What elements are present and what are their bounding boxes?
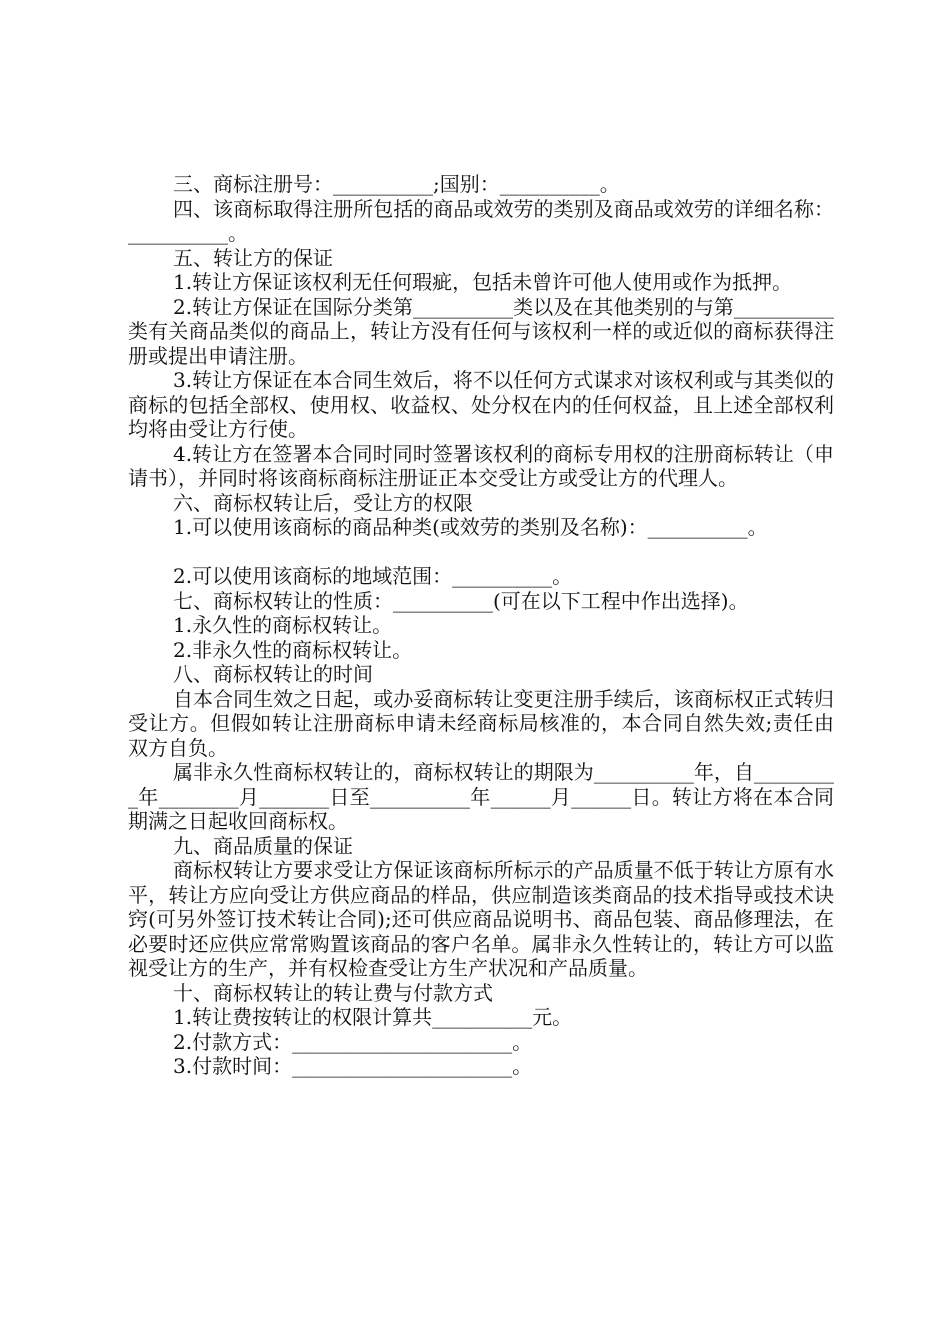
blank-line	[128, 540, 834, 565]
section-heading-8: 八、商标权转让的时间	[173, 662, 373, 686]
clause-6-2: 2.可以使用该商标的地域范围：__________。	[173, 564, 573, 588]
clause-5-4: 4.转让方在签署本合同时同时签署该权利的商标专用权的注册商标转让（申请书），并同时将该商标商标注册证正本交受让方或受让方的代理人。	[128, 441, 834, 490]
clause-5-3: 3.转让方保证在本合同生效后，将不以任何方式谋求对该权利或与其类似的商标的包括全部权、使用权、收益权、处分权在内的任何权益，且上述全部权利均将由受让方行使。	[128, 368, 834, 441]
clause-8-body: 自本合同生效之日起，或办妥商标转让变更注册手续后，该商标权正式转归受让方。但假如转让注册商标申请未经商标局核准的，本合同自然失效;责任由双方自负。	[128, 686, 834, 760]
section-heading-5: 五、转让方的保证	[173, 245, 333, 270]
clause-7-1: 1.永久性的商标权转让。	[173, 613, 393, 637]
clause-10-3: 3.付款时间：______________________。	[173, 1054, 533, 1078]
clause-6-1: 1.可以使用该商标的商品种类(或效劳的类别及名称)：__________。	[173, 515, 768, 539]
section-heading-6: 六、商标权转让后，受让方的权限	[173, 490, 473, 515]
clause-9-body: 商标权转让方要求受让方保证该商标所标示的产品质量不低于转让方原有水平，转让方应向受让方供应商品的样品，供应制造该类商品的技术指导或技术诀窍(可另外签订技术转让合同);还可供应商品说明书、商品包装、商品修理法，在必要时还应供应常常购置该商品的客户名单。属非永久性转让的，转让方可以监视受让方的生产，并有权检查受让方生产状况和产品质量。	[128, 858, 834, 980]
clause-5-2: 2.转让方保证在国际分类第__________类以及在其他类别的与第__________类有关商品类似的商品上，转让方没有任何与该权利一样的或近似的商标获得注册或提出申请注册。	[128, 294, 834, 368]
clause-10-1: 1.转让费按转让的权限计算共__________元。	[173, 1005, 573, 1029]
clause-5-1: 1.转让方保证该权利无任何瑕疵，包括未曾许可他人使用或作为抵押。	[173, 270, 793, 294]
section-heading-9: 九、商品质量的保证	[173, 833, 353, 858]
clause-3-registration-number: 三、商标注册号：__________;国别：__________。	[173, 172, 620, 196]
clause-8-term: 属非永久性商标权转让的，商标权转让的期限为__________年，自_________年________月_______日至__________年______月______日。转让方将在本合同期满之日起收回商标权。	[128, 760, 834, 833]
section-heading-7: 七、商标权转让的性质：__________(可在以下工程中作出选择)。	[173, 588, 749, 613]
clause-4-goods-category: 四、该商标取得注册所包括的商品或效劳的类别及商品或效劳的详细名称：__________。	[128, 196, 834, 245]
document-body	[128, 172, 834, 1079]
section-heading-10: 十、商标权转让的转让费与付款方式	[173, 980, 493, 1005]
clause-7-2: 2.非永久性的商标权转让。	[173, 637, 413, 662]
clause-10-2: 2.付款方式：______________________。	[173, 1029, 533, 1054]
